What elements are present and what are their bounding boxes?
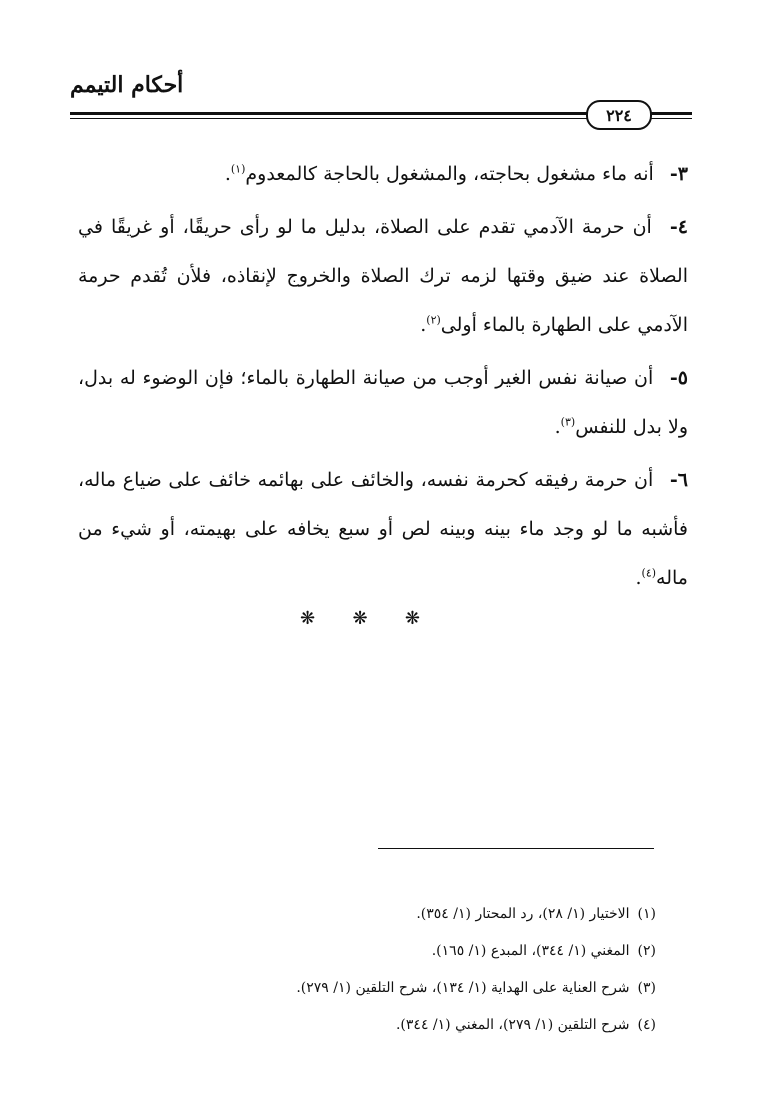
footnote-number: (١) [637, 906, 656, 922]
footnote-divider [378, 848, 654, 849]
item-number: ٥- [669, 367, 688, 389]
list-item [78, 456, 688, 603]
item-text: أن صيانة نفس الغير أوجب من صيانة الطهارة بالماء؛ فإن الوضوء له بدل، ولا بدل للنفس [78, 367, 688, 438]
asterism-icon: ❋ [352, 608, 368, 629]
section-separator [300, 608, 420, 629]
footnote-text: شرح العناية على الهداية (١/ ١٣٤)، شرح التلقين (١/ ٢٧٩). [296, 980, 630, 996]
footnote-ref[interactable]: (١) [230, 162, 246, 176]
item-text: أنه ماء مشغول بحاجته، والمشغول بالحاجة كالمعدوم [245, 163, 654, 185]
item-number: ٣- [669, 163, 688, 185]
footnote [186, 970, 656, 1007]
page-number: ٢٢٤ [586, 100, 652, 130]
footnote [186, 896, 656, 933]
footnote-text: الاختيار (١/ ٢٨)، رد المحتار (١/ ٣٥٤). [416, 906, 630, 922]
footnote-number: (٤) [637, 1017, 656, 1033]
footnote-text: شرح التلقين (١/ ٢٧٩)، المغني (١/ ٣٤٤). [395, 1017, 630, 1033]
footnote-text: المغني (١/ ٣٤٤)، المبدع (١/ ١٦٥). [431, 943, 630, 959]
list-item [78, 203, 688, 350]
list-item [78, 150, 688, 199]
item-end: . [224, 163, 231, 185]
footnotes [186, 896, 656, 1044]
item-number: ٤- [669, 216, 688, 238]
footnote-number: (٢) [637, 943, 656, 959]
item-number: ٦- [669, 469, 689, 491]
footnote-ref[interactable]: (٢) [426, 313, 441, 327]
item-text: أن حرمة رفيقه كحرمة نفسه، والخائف على بهائمه خائف على ضياع ماله، فأشبه ما لو وجد ماء بينه وبينه لص أو سبع يخافه على بهيمته، أو شيء من ماله [78, 469, 688, 589]
list-item [78, 354, 688, 452]
footnote-ref[interactable]: (٣) [560, 415, 576, 429]
asterism-icon: ❋ [300, 608, 316, 629]
item-end: . [554, 416, 561, 438]
asterism-icon: ❋ [404, 608, 420, 629]
item-end: . [420, 314, 427, 336]
footnote-number: (٣) [637, 980, 656, 996]
running-header-title: أحكام التيمم [70, 72, 184, 98]
footnote [186, 933, 656, 970]
item-text: أن حرمة الآدمي تقدم على الصلاة، بدليل ما لو رأى حريقًا، أو غريقًا في الصلاة عند ضيق وقتها لزمه ترك الصلاة والخروج لإنقاذه، فلأن تُقدم حرمة الآدمي على الطهارة بالماء أولى [78, 216, 688, 336]
footnote-ref[interactable]: (٤) [641, 566, 657, 580]
item-end: . [635, 567, 642, 589]
footnote [186, 1007, 656, 1044]
main-text [78, 150, 688, 607]
